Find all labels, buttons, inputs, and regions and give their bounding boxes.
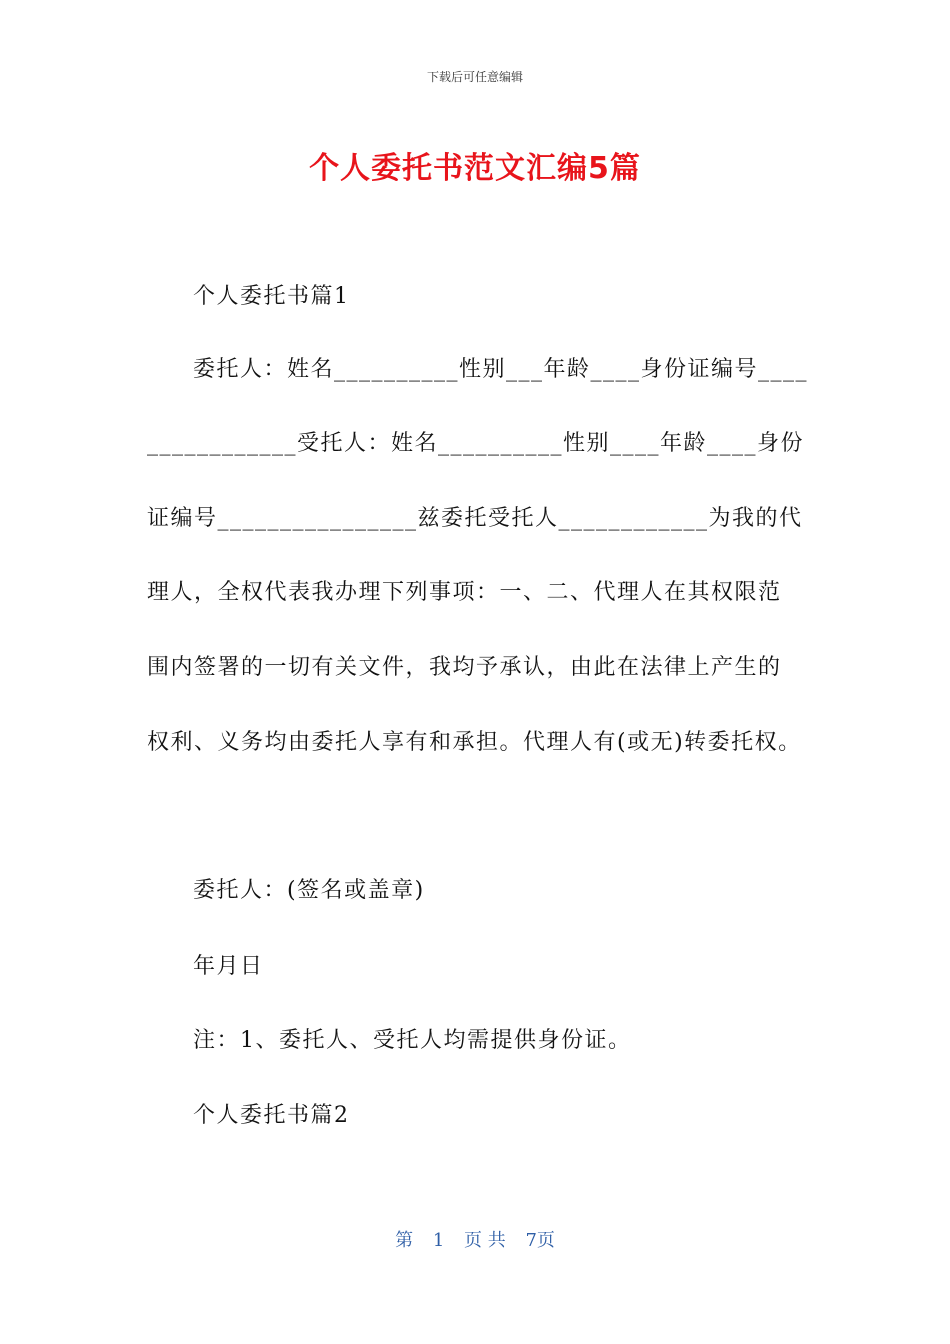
footer-total-pages: 7页: [525, 1230, 555, 1251]
paragraph-line-6: 权利、义务均由委托人享有和承担。代理人有(或无)转委托权。: [147, 730, 802, 755]
section-heading-1: 个人委托书篇1: [193, 284, 350, 309]
paragraph-line-3: 证编号________________兹委托受托人____________为我的代: [147, 506, 803, 531]
paragraph-line-5: 围内签署的一切有关文件，我均予承认，由此在法律上产生的: [147, 655, 782, 680]
date-line: 年月日: [193, 954, 264, 979]
paragraph-line-4: 理人，全权代表我办理下列事项：一、二、代理人在其权限范: [147, 580, 782, 605]
note-line: 注：1、委托人、受托人均需提供身份证。: [193, 1028, 632, 1053]
header-note: 下载后可任意编辑: [426, 70, 523, 84]
paragraph-line-2: ____________受托人：姓名__________性别____年龄____身份: [147, 431, 805, 456]
paragraph-line-1: 委托人：姓名__________性别___年龄____身份证编号____: [193, 357, 809, 382]
section-heading-2: 个人委托书篇2: [193, 1103, 350, 1128]
footer-prefix: 第: [395, 1230, 414, 1251]
footer-current-page: 1: [432, 1230, 445, 1251]
signature-line: 委托人：(签名或盖章): [193, 878, 425, 903]
page-footer: [0, 1226, 950, 1252]
document-title: 个人委托书范文汇编5篇: [309, 151, 641, 186]
footer-mid: 页 共: [464, 1230, 506, 1251]
